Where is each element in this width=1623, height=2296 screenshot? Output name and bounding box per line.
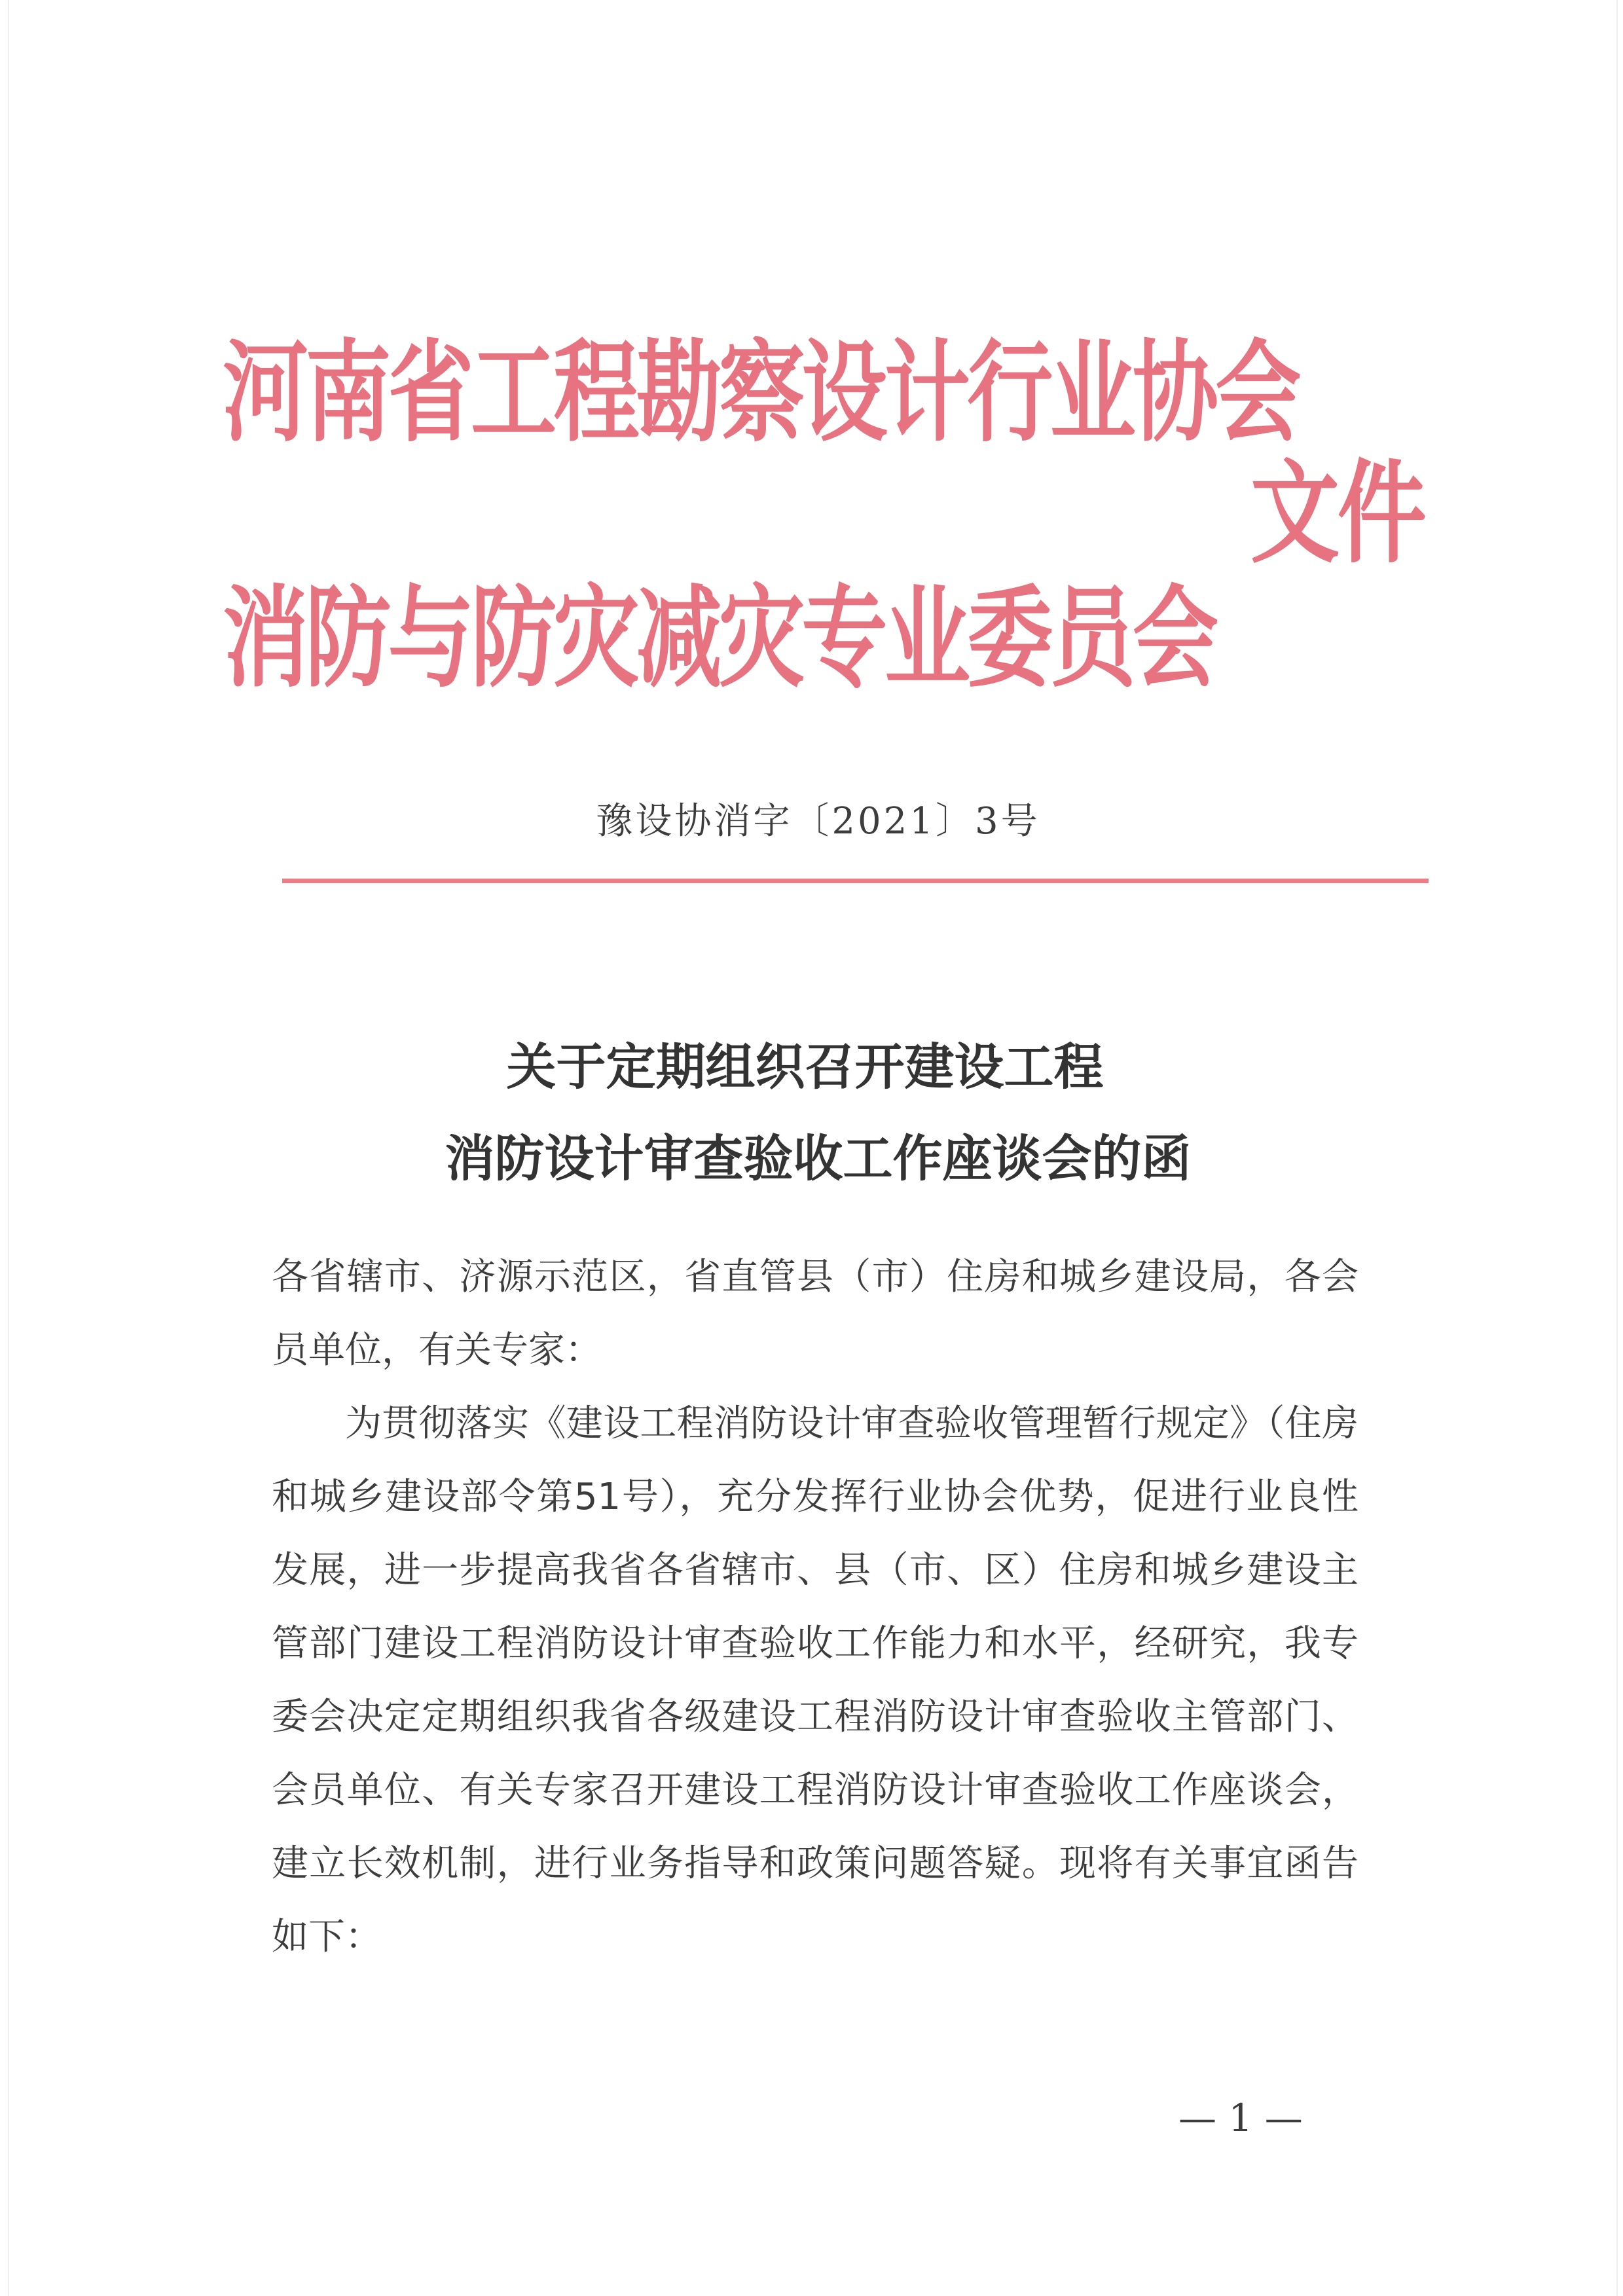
- document-title-line-2: 消防设计审查验收工作座谈会的函: [445, 1129, 1192, 1188]
- document-title-line-1: 关于定期组织召开建设工程: [506, 1038, 1104, 1096]
- document-body: [272, 1241, 1359, 1974]
- salutation: 各省辖市、济源示范区，省直管县（市）住房和城乡建设局，各会员单位，有关专家：: [272, 1256, 1359, 1372]
- red-header-divider: [282, 879, 1429, 883]
- masthead-document-suffix: 文件: [1250, 449, 1425, 579]
- page-number: — 1 —: [1178, 2096, 1303, 2140]
- body-paragraph-1: 为贯彻落实《建设工程消防设计审查验收管理暂行规定》（住房和城乡建设部令第51号），充分发挥行业协会优势，促进行业良性发展，进一步提高我省各省辖市、县（市、区）住房和城乡建设主管部门建设工程消防设计审查验收工作能力和水平，经研究，我专委会决定定期组织我省各级建设工程消防设计审查验收主管部门、会员单位、有关专家召开建设工程消防设计审查验收工作座谈会，建立长效机制，进行业务指导和政策问题答疑。现将有关事宜函告如下：: [272, 1402, 1359, 1958]
- masthead-issuer-line-1: 河南省工程勘察设计行业协会: [223, 329, 1298, 457]
- document-number: 豫设协消字〔2021〕3号: [596, 800, 1040, 843]
- masthead-issuer-line-2: 消防与防灾减灾专业委员会: [223, 574, 1216, 702]
